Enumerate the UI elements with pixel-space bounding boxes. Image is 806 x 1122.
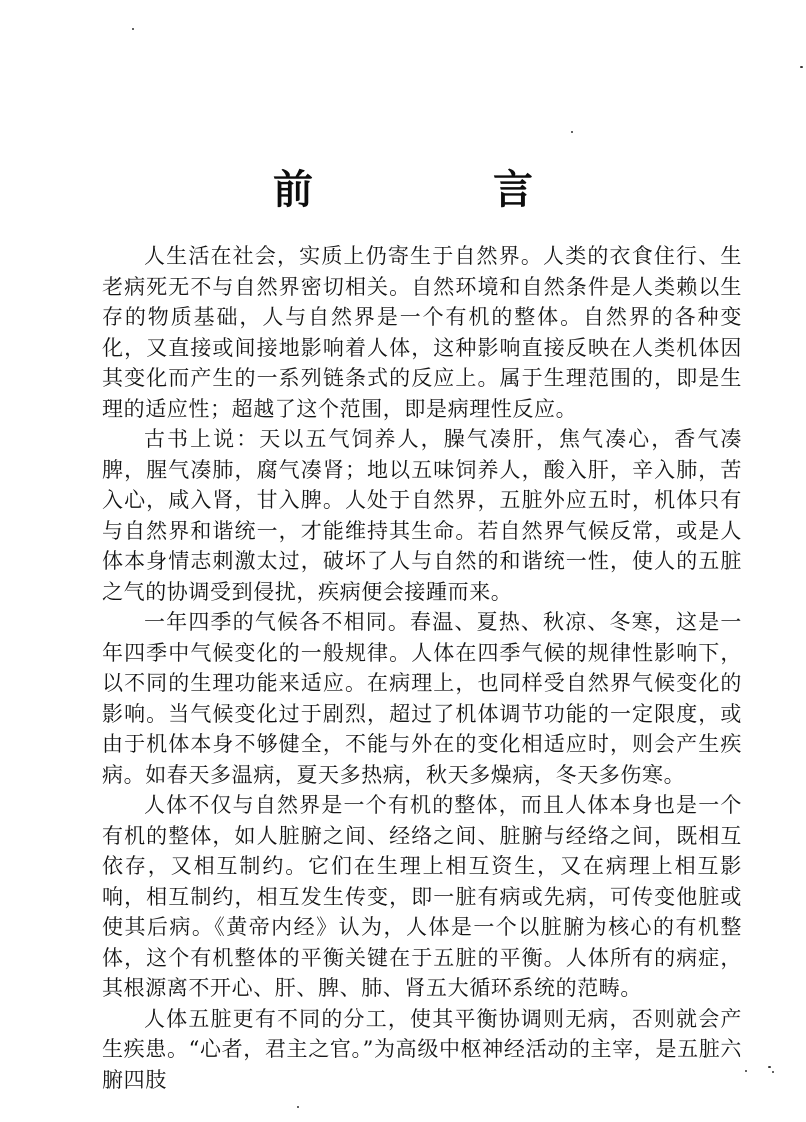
scan-speck [800, 66, 803, 68]
paragraph: 人体五脏更有不同的分工，使其平衡协调则无病，否则就会产生疾患。“心者，君主之官。”为高级中枢神经活动的主宰，是五脏六腑四肢 [102, 1006, 742, 1092]
scan-speck [772, 1071, 774, 1073]
scan-speck [571, 131, 573, 133]
scan-speck [745, 1070, 747, 1072]
paragraph: 人体不仅与自然界是一个有机的整体，而且人体本身也是一个有机的整体，如人脏腑之间、经络之间、脏腑与经络之间，既相互依存，又相互制约。它们在生理上相互资生，又在病理上相互影响，相互制约，相互发生传变，即一脏有病或先病，可传变他脏或使其后病。《黄帝内经》认为，人体是一个以脏腑为核心的有机整体，这个有机整体的平衡关键在于五脏的平衡。人体所有的病症，其根源离不开心、肝、脾、肺、肾五大循环系统的范畴。 [102, 793, 742, 1000]
paragraph: 古书上说：天以五气饲养人，臊气凑肝，焦气凑心，香气凑脾，腥气凑肺，腐气凑肾；地以五味饲养人，酸入肝，辛入肺，苦入心，咸入肾，甘入脾。人处于自然界，五脏外应五时，机体只有与自然界和谐统一，才能维持其生命。若自然界气候反常，或是人体本身情志刺激太过，破坏了人与自然的和谐统一性，使人的五脏之气的协调受到侵扰，疾病便会接踵而来。 [102, 427, 742, 604]
paragraph: 一年四季的气候各不相同。春温、夏热、秋凉、冬寒，这是一年四季中气候变化的一般规律。人体在四季气候的规律性影响下，以不同的生理功能来适应。在病理上，也同样受自然界气候变化的影响。当气候变化过于剧烈，超过了机体调节功能的一定限度，或由于机体本身不够健全，不能与外在的变化相适应时，则会产生疾病。如春天多温病，夏天多热病，秋天多燥病，冬天多伤寒。 [102, 610, 742, 787]
page-title: 前 言 [273, 167, 603, 213]
paragraph: 人生活在社会，实质上仍寄生于自然界。人类的衣食住行、生老病死无不与自然界密切相关。自然环境和自然条件是人类赖以生存的物质基础，人与自然界是一个有机的整体。自然界的各种变化，又直接或间接地影响着人体，这种影响直接反映在人类机体因其变化而产生的一系列链条式的反应上。属于生理范围的，即是生理的适应性；超越了这个范围，即是病理性反应。 [102, 244, 742, 421]
scan-speck [768, 1066, 771, 1068]
scan-speck [132, 28, 134, 30]
scan-speck [297, 1106, 299, 1108]
body-text [102, 241, 742, 1095]
